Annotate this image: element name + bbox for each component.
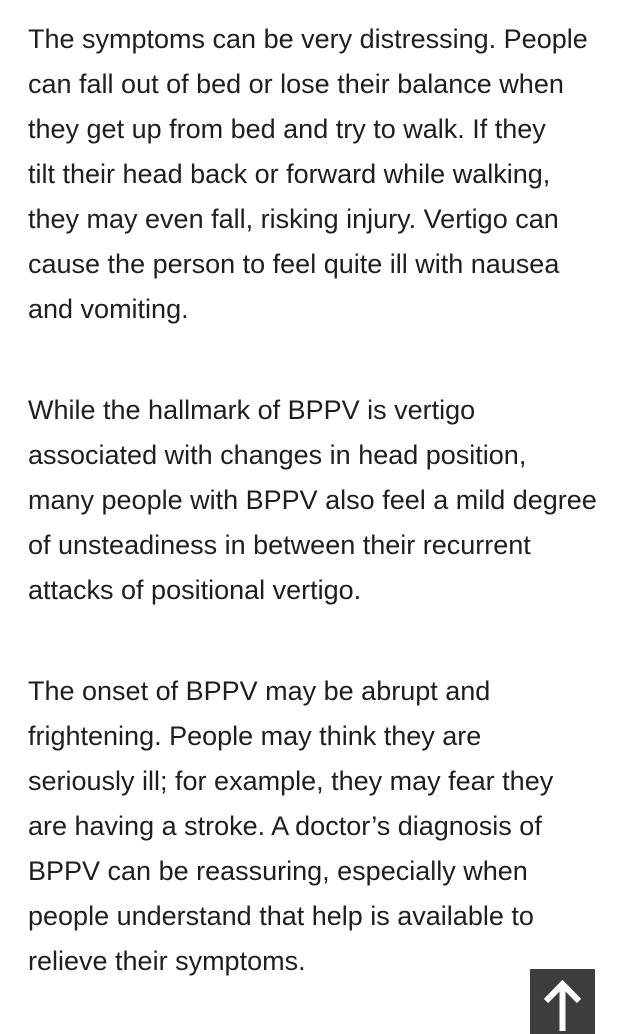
text-line: associated with changes in head position,: [28, 440, 527, 470]
text-line: cause the person to feel quite ill with nausea: [28, 249, 560, 279]
text-line: people understand that help is available to: [28, 901, 534, 931]
text-line: The onset of BPPV may be abrupt and: [28, 676, 491, 706]
arrow-up-icon: [530, 969, 595, 1034]
text-line: tilt their head back or forward while walking,: [28, 159, 551, 189]
text-line: seriously ill; for example, they may fear they: [28, 766, 554, 796]
text-line: many people with BPPV also feel a mild degree: [28, 485, 597, 515]
text-line: BPPV can be reassuring, especially when: [28, 856, 528, 886]
text-line: they get up from bed and try to walk. If they: [28, 114, 546, 144]
paragraph: [28, 17, 596, 332]
text-line: frightening. People may think they are: [28, 721, 482, 751]
text-line: are having a stroke. A doctor’s diagnosis of: [28, 811, 542, 841]
text-line: can fall out of bed or lose their balance when: [28, 69, 564, 99]
text-line: relieve their symptoms.: [28, 946, 306, 976]
back-to-top-button[interactable]: [530, 969, 595, 1034]
text-line: they may even fall, risking injury. Vertigo can: [28, 204, 559, 234]
text-line: and vomiting.: [28, 294, 189, 324]
text-line: While the hallmark of BPPV is vertigo: [28, 395, 476, 425]
paragraph: [28, 388, 596, 613]
paragraph: [28, 669, 596, 984]
text-line: attacks of positional vertigo.: [28, 575, 362, 605]
text-line: The symptoms can be very distressing. People: [28, 24, 588, 54]
text-line: of unsteadiness in between their recurrent: [28, 530, 531, 560]
